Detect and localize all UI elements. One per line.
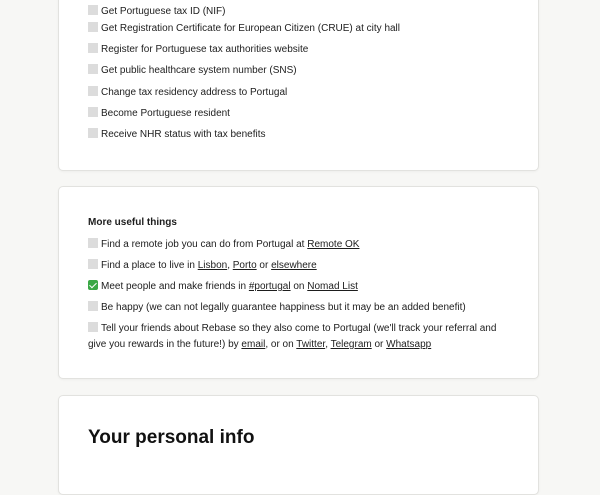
checkbox-icon[interactable] [88, 128, 98, 138]
telegram-link[interactable]: Telegram [330, 339, 372, 350]
elsewhere-link[interactable]: elsewhere [271, 260, 317, 271]
remote-job-item[interactable] [88, 237, 510, 253]
portugal-channel-link[interactable]: #portugal [248, 281, 291, 292]
item-text: Find a place to live in [101, 260, 198, 271]
task-label: Get public healthcare system number (SNS) [101, 65, 297, 76]
personal-info-title: Your personal info [88, 427, 255, 448]
be-happy-item[interactable] [88, 300, 510, 316]
email-link[interactable]: email [241, 339, 266, 350]
tell-friends-item[interactable] [88, 321, 510, 353]
separator: , [227, 260, 233, 271]
item-text: Find a remote job you can do from Portugal at [101, 239, 308, 250]
checkbox-icon[interactable] [88, 301, 98, 311]
twitter-link[interactable]: Twitter [296, 339, 326, 350]
tasks-card [58, 0, 539, 171]
task-label: Get Portuguese tax ID (NIF) [101, 6, 226, 17]
checkbox-icon[interactable] [88, 5, 98, 15]
place-item[interactable] [88, 258, 510, 274]
whatsapp-link[interactable]: Whatsapp [386, 339, 432, 350]
checkbox-icon[interactable] [88, 259, 98, 269]
item-text: Be happy (we can not legally guarantee happiness but it may be an added benefit) [101, 302, 466, 313]
meet-people-item[interactable] [88, 279, 510, 295]
task-item[interactable] [88, 85, 510, 101]
task-label: Become Portuguese resident [101, 108, 230, 119]
checkmark-icon[interactable] [88, 280, 98, 290]
checkbox-icon[interactable] [88, 86, 98, 96]
task-item[interactable] [88, 63, 510, 79]
task-item[interactable] [88, 21, 510, 37]
remote-ok-link[interactable]: Remote OK [307, 239, 360, 250]
checkbox-icon[interactable] [88, 107, 98, 117]
task-item[interactable] [88, 4, 510, 20]
separator: or [371, 339, 387, 350]
checkbox-icon[interactable] [88, 322, 98, 332]
task-label: Get Registration Certificate for European Citizen (CRUE) at city hall [101, 23, 401, 34]
separator: on [290, 281, 308, 292]
item-text: Meet people and make friends in [101, 281, 249, 292]
checkbox-icon[interactable] [88, 64, 98, 74]
lisbon-link[interactable]: Lisbon [197, 260, 228, 271]
separator: , [325, 339, 331, 350]
useful-things-card [58, 186, 539, 379]
personal-info-card [58, 395, 539, 495]
separator: or [256, 260, 272, 271]
porto-link[interactable]: Porto [232, 260, 257, 271]
section-title: More useful things [88, 217, 177, 228]
checkbox-icon[interactable] [88, 43, 98, 53]
task-item[interactable] [88, 106, 510, 122]
task-label: Receive NHR status with tax benefits [101, 129, 266, 140]
checkbox-icon[interactable] [88, 238, 98, 248]
separator: , or on [265, 339, 297, 350]
checkbox-icon[interactable] [88, 22, 98, 32]
task-item[interactable] [88, 127, 510, 143]
item-text: Tell your friends about Rebase so they also come to Portugal (we'll track your referral and give you rewards in the future!) by [88, 323, 497, 350]
task-label: Change tax residency address to Portugal [101, 87, 288, 98]
task-item[interactable] [88, 42, 510, 58]
task-label: Register for Portuguese tax authorities website [101, 44, 309, 55]
nomad-list-link[interactable]: Nomad List [307, 281, 358, 292]
